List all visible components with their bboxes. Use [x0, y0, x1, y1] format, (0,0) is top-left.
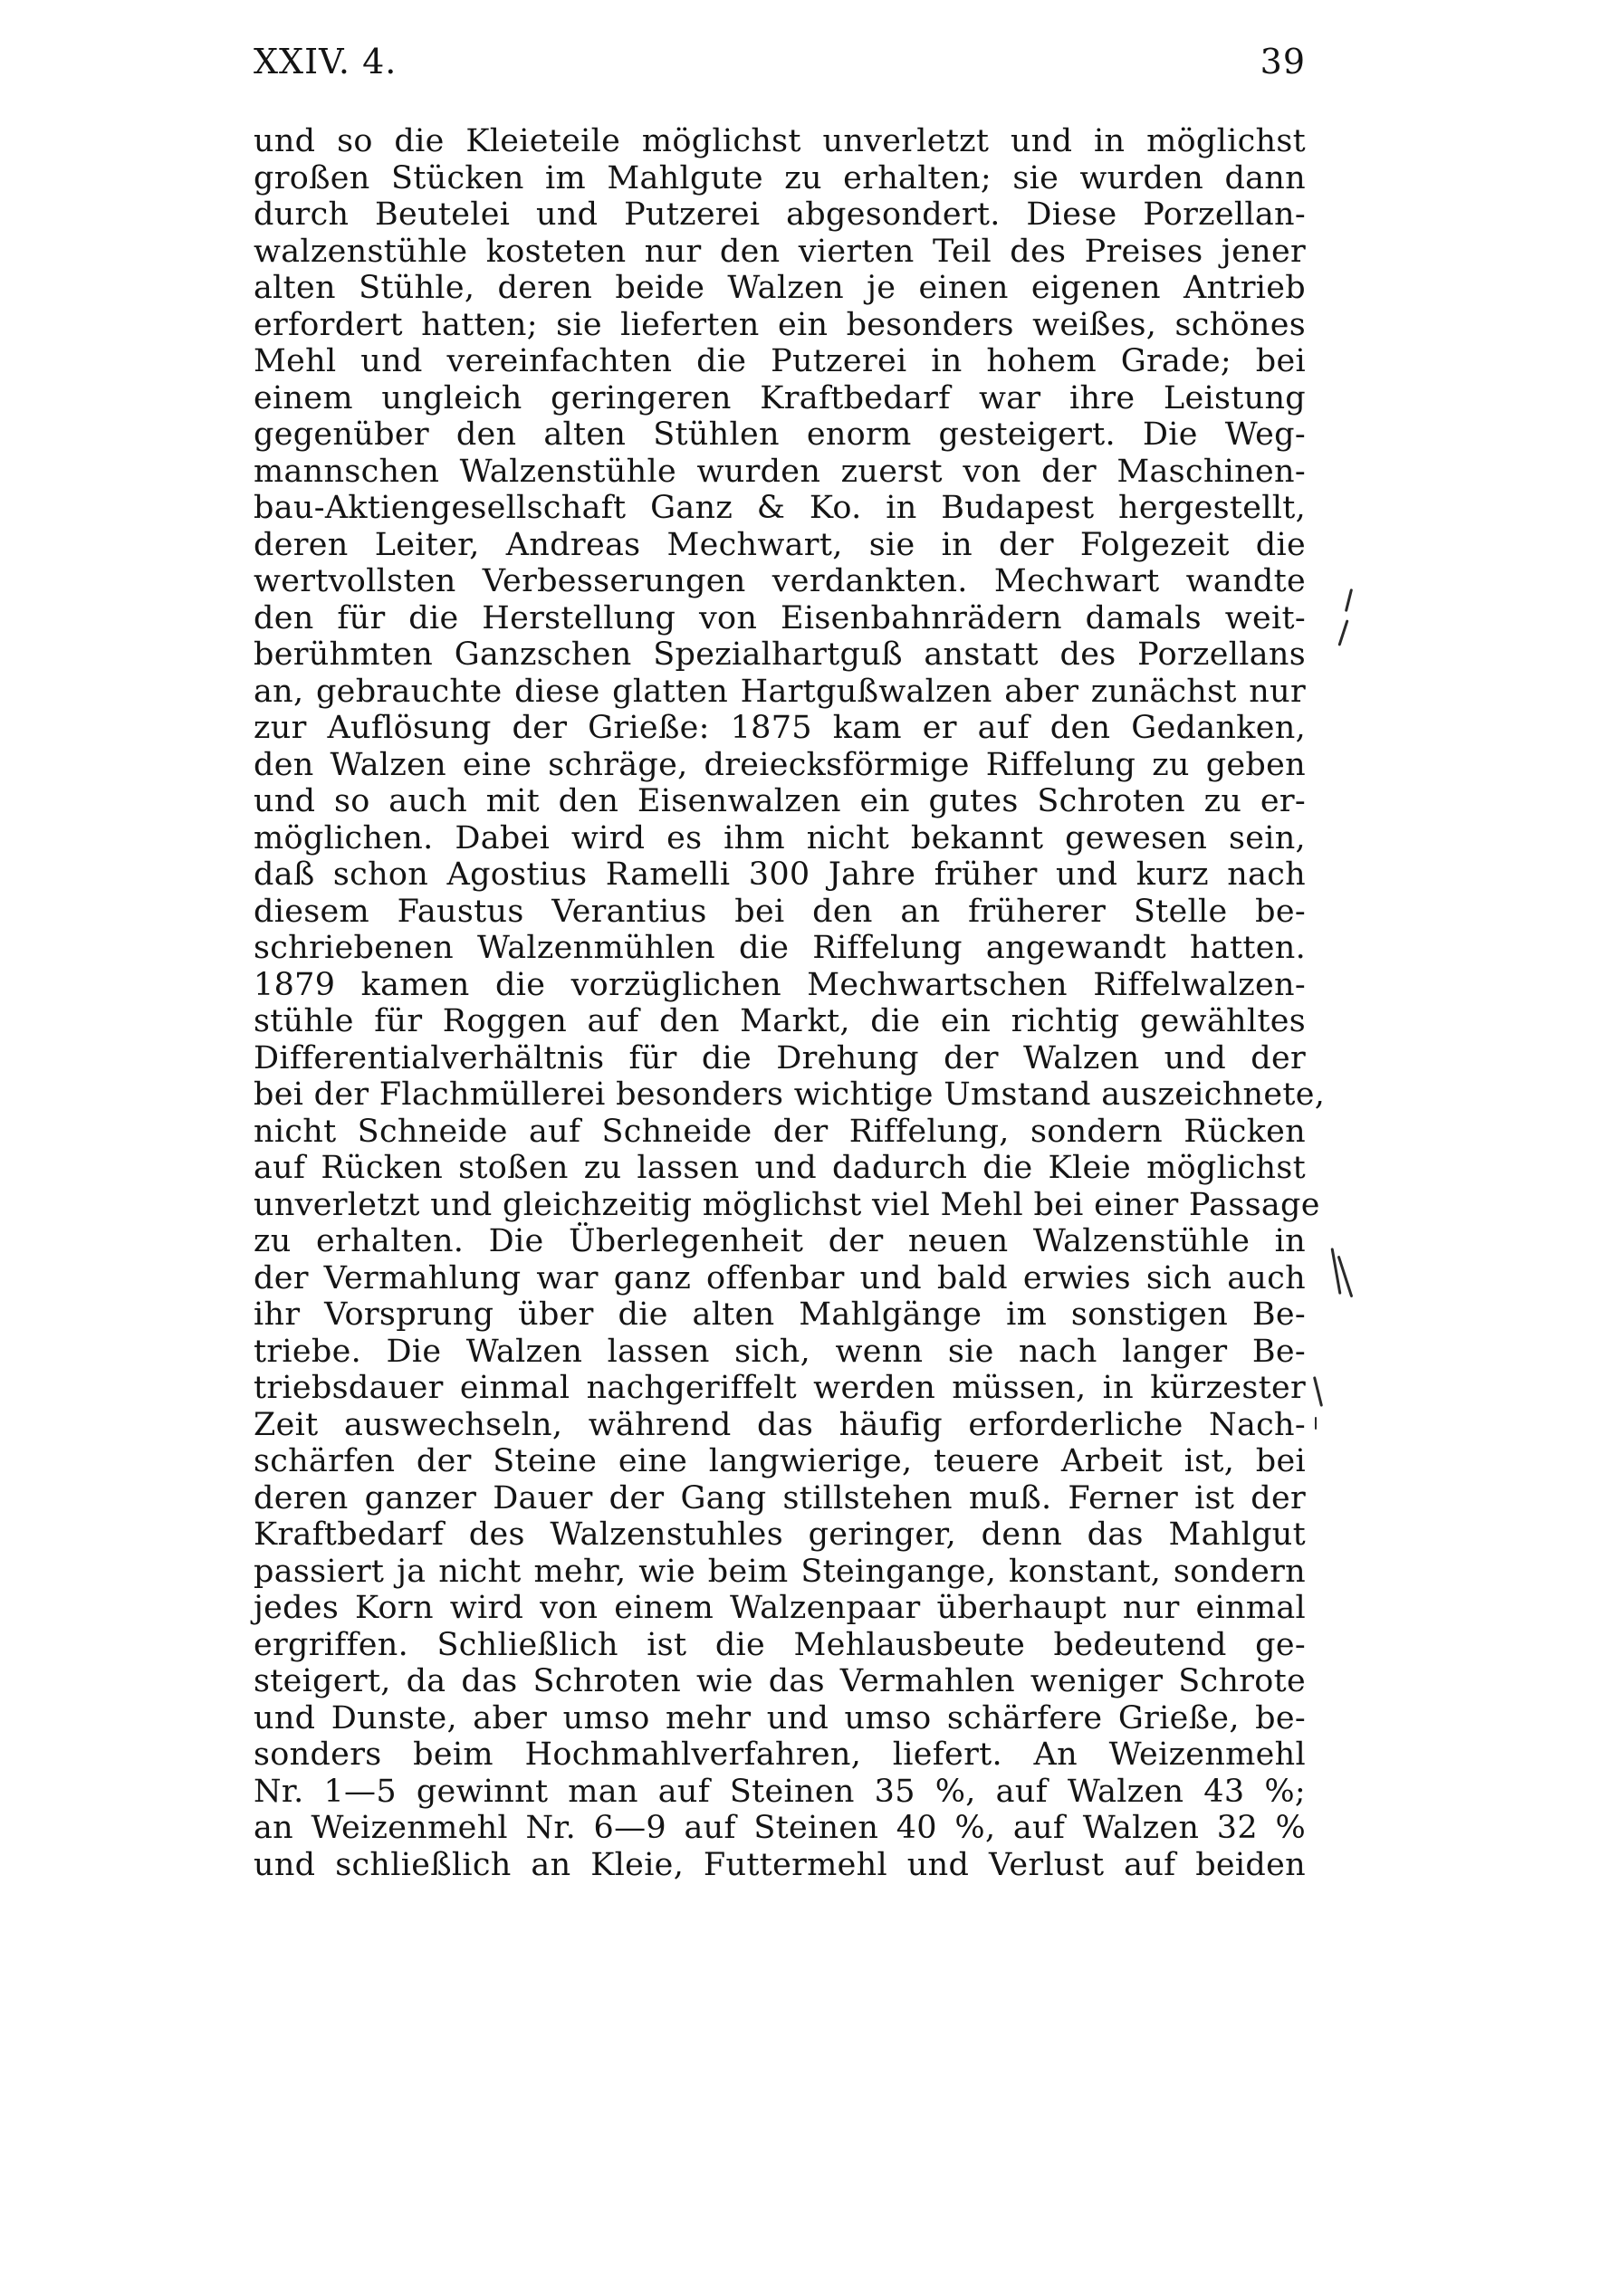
text-line: den Walzen eine schräge, dreiecksförmige Riffelung zu geben — [254, 746, 1306, 783]
running-header — [254, 42, 1306, 87]
text-line: wertvollsten Verbesserungen verdankten. Mechwart wandte — [254, 563, 1306, 599]
text-line: und so auch mit den Eisenwalzen ein gutes Schroten zu er- — [254, 783, 1306, 819]
text-line: Nr. 1—5 gewinnt man auf Steinen 35 %, auf Walzen 43 %; — [254, 1773, 1306, 1810]
text-line: und Dunste, aber umso mehr und umso schärfere Grieße, be- — [254, 1699, 1306, 1736]
text-line: stühle für Roggen auf den Markt, die ein richtig gewähltes — [254, 1003, 1306, 1039]
body-paragraph — [254, 123, 1326, 1883]
text-line: Differentialverhältnis für die Drehung der Walzen und der — [254, 1039, 1306, 1076]
text-line: berühmten Ganzschen Spezialhartguß anstatt des Porzellans — [254, 636, 1306, 673]
text-line: deren Leiter, Andreas Mechwart, sie in der Folgezeit die — [254, 526, 1306, 563]
text-line: Kraftbedarf des Walzenstuhles geringer, denn das Mahlgut — [254, 1516, 1306, 1553]
text-line: möglichen. Dabei wird es ihm nicht bekannt gewesen sein, — [254, 819, 1306, 856]
text-line: und schließlich an Kleie, Futtermehl und Verlust auf beiden — [254, 1846, 1306, 1883]
text-line: durch Beutelei und Putzerei abgesondert. Diese Porzellan- — [254, 196, 1306, 233]
text-line: unverletzt und gleichzeitig möglichst viel Mehl bei einer Passage — [254, 1186, 1320, 1223]
text-line: steigert, da das Schroten wie das Vermahlen weniger Schrote — [254, 1663, 1306, 1699]
text-line: auf Rücken stoßen zu lassen und dadurch die Kleie möglichst — [254, 1150, 1306, 1186]
text-line: ihr Vorsprung über die alten Mahlgänge im sonstigen Be- — [254, 1296, 1306, 1333]
text-line: jedes Korn wird von einem Walzenpaar überhaupt nur einmal — [254, 1590, 1306, 1626]
text-line: an, gebrauchte diese glatten Hartgußwalzen aber zunächst nur — [254, 673, 1306, 710]
margin-mark-6 — [1315, 1417, 1317, 1430]
text-line: einem ungleich geringeren Kraftbedarf war ihre Leistung — [254, 379, 1306, 416]
margin-mark-2 — [1337, 619, 1348, 646]
text-line: zur Auflösung der Grieße: 1875 kam er auf den Gedanken, — [254, 710, 1306, 746]
margin-mark-1 — [1345, 588, 1353, 612]
text-line: der Vermahlung war ganz offenbar und bald erwies sich auch — [254, 1259, 1306, 1296]
text-line: den für die Herstellung von Eisenbahnrädern damals weit- — [254, 599, 1306, 636]
margin-mark-3 — [1331, 1248, 1342, 1295]
margin-mark-5 — [1313, 1376, 1323, 1407]
text-line: passiert ja nicht mehr, wie beim Steingange, konstant, sondern — [254, 1553, 1306, 1590]
text-line: daß schon Agostius Ramelli 300 Jahre früher und kurz nach — [254, 856, 1306, 893]
text-line: walzenstühle kosteten nur den vierten Teil des Preises jener — [254, 233, 1306, 270]
text-line: an Weizenmehl Nr. 6—9 auf Steinen 40 %, auf Walzen 32 % — [254, 1810, 1306, 1846]
text-line: zu erhalten. Die Überlegenheit der neuen Walzenstühle in — [254, 1223, 1306, 1259]
text-line: bau-Aktiengesellschaft Ganz & Ko. in Budapest hergestellt, — [254, 490, 1306, 526]
text-line: sonders beim Hochmahlverfahren, liefert. An Weizenmehl — [254, 1736, 1306, 1773]
text-line: schärfen der Steine eine langwierige, teuere Arbeit ist, bei — [254, 1443, 1306, 1479]
text-line: deren ganzer Dauer der Gang stillstehen muß. Ferner ist der — [254, 1479, 1306, 1516]
text-line: erfordert hatten; sie lieferten ein besonders weißes, schönes — [254, 306, 1306, 343]
text-line: Mehl und vereinfachten die Putzerei in hohem Grade; bei — [254, 343, 1306, 379]
text-line: triebe. Die Walzen lassen sich, wenn sie nach langer Be- — [254, 1333, 1306, 1370]
text-line: Zeit auswechseln, während das häufig erforderliche Nach- — [254, 1406, 1306, 1443]
text-line: gegenüber den alten Stühlen enorm gesteigert. Die Weg- — [254, 416, 1306, 453]
text-line: diesem Faustus Verantius bei den an früherer Stelle be- — [254, 893, 1306, 930]
text-line: alten Stühle, deren beide Walzen je einen eigenen Antrieb — [254, 270, 1306, 306]
text-line: mannschen Walzenstühle wurden zuerst von der Maschinen- — [254, 453, 1306, 490]
text-line: triebsdauer einmal nachgeriffelt werden müssen, in kürzester — [254, 1370, 1306, 1406]
text-line: großen Stücken im Mahlgute zu erhalten; sie wurden dann — [254, 159, 1306, 196]
text-line: 1879 kamen die vorzüglichen Mechwartschen Riffelwalzen- — [254, 966, 1306, 1003]
text-line: ergriffen. Schließlich ist die Mehlausbeute bedeutend ge- — [254, 1626, 1306, 1663]
text-line: schriebenen Walzenmühlen die Riffelung angewandt hatten. — [254, 930, 1306, 966]
page-number: 39 — [1260, 42, 1306, 81]
text-line: nicht Schneide auf Schneide der Riffelung, sondern Rücken — [254, 1113, 1306, 1150]
text-line: und so die Kleieteile möglichst unverletzt und in möglichst — [254, 123, 1306, 159]
text-line: bei der Flachmüllerei besonders wichtige Umstand auszeichnete, — [254, 1076, 1326, 1113]
section-number: XXIV. 4. — [254, 42, 398, 81]
